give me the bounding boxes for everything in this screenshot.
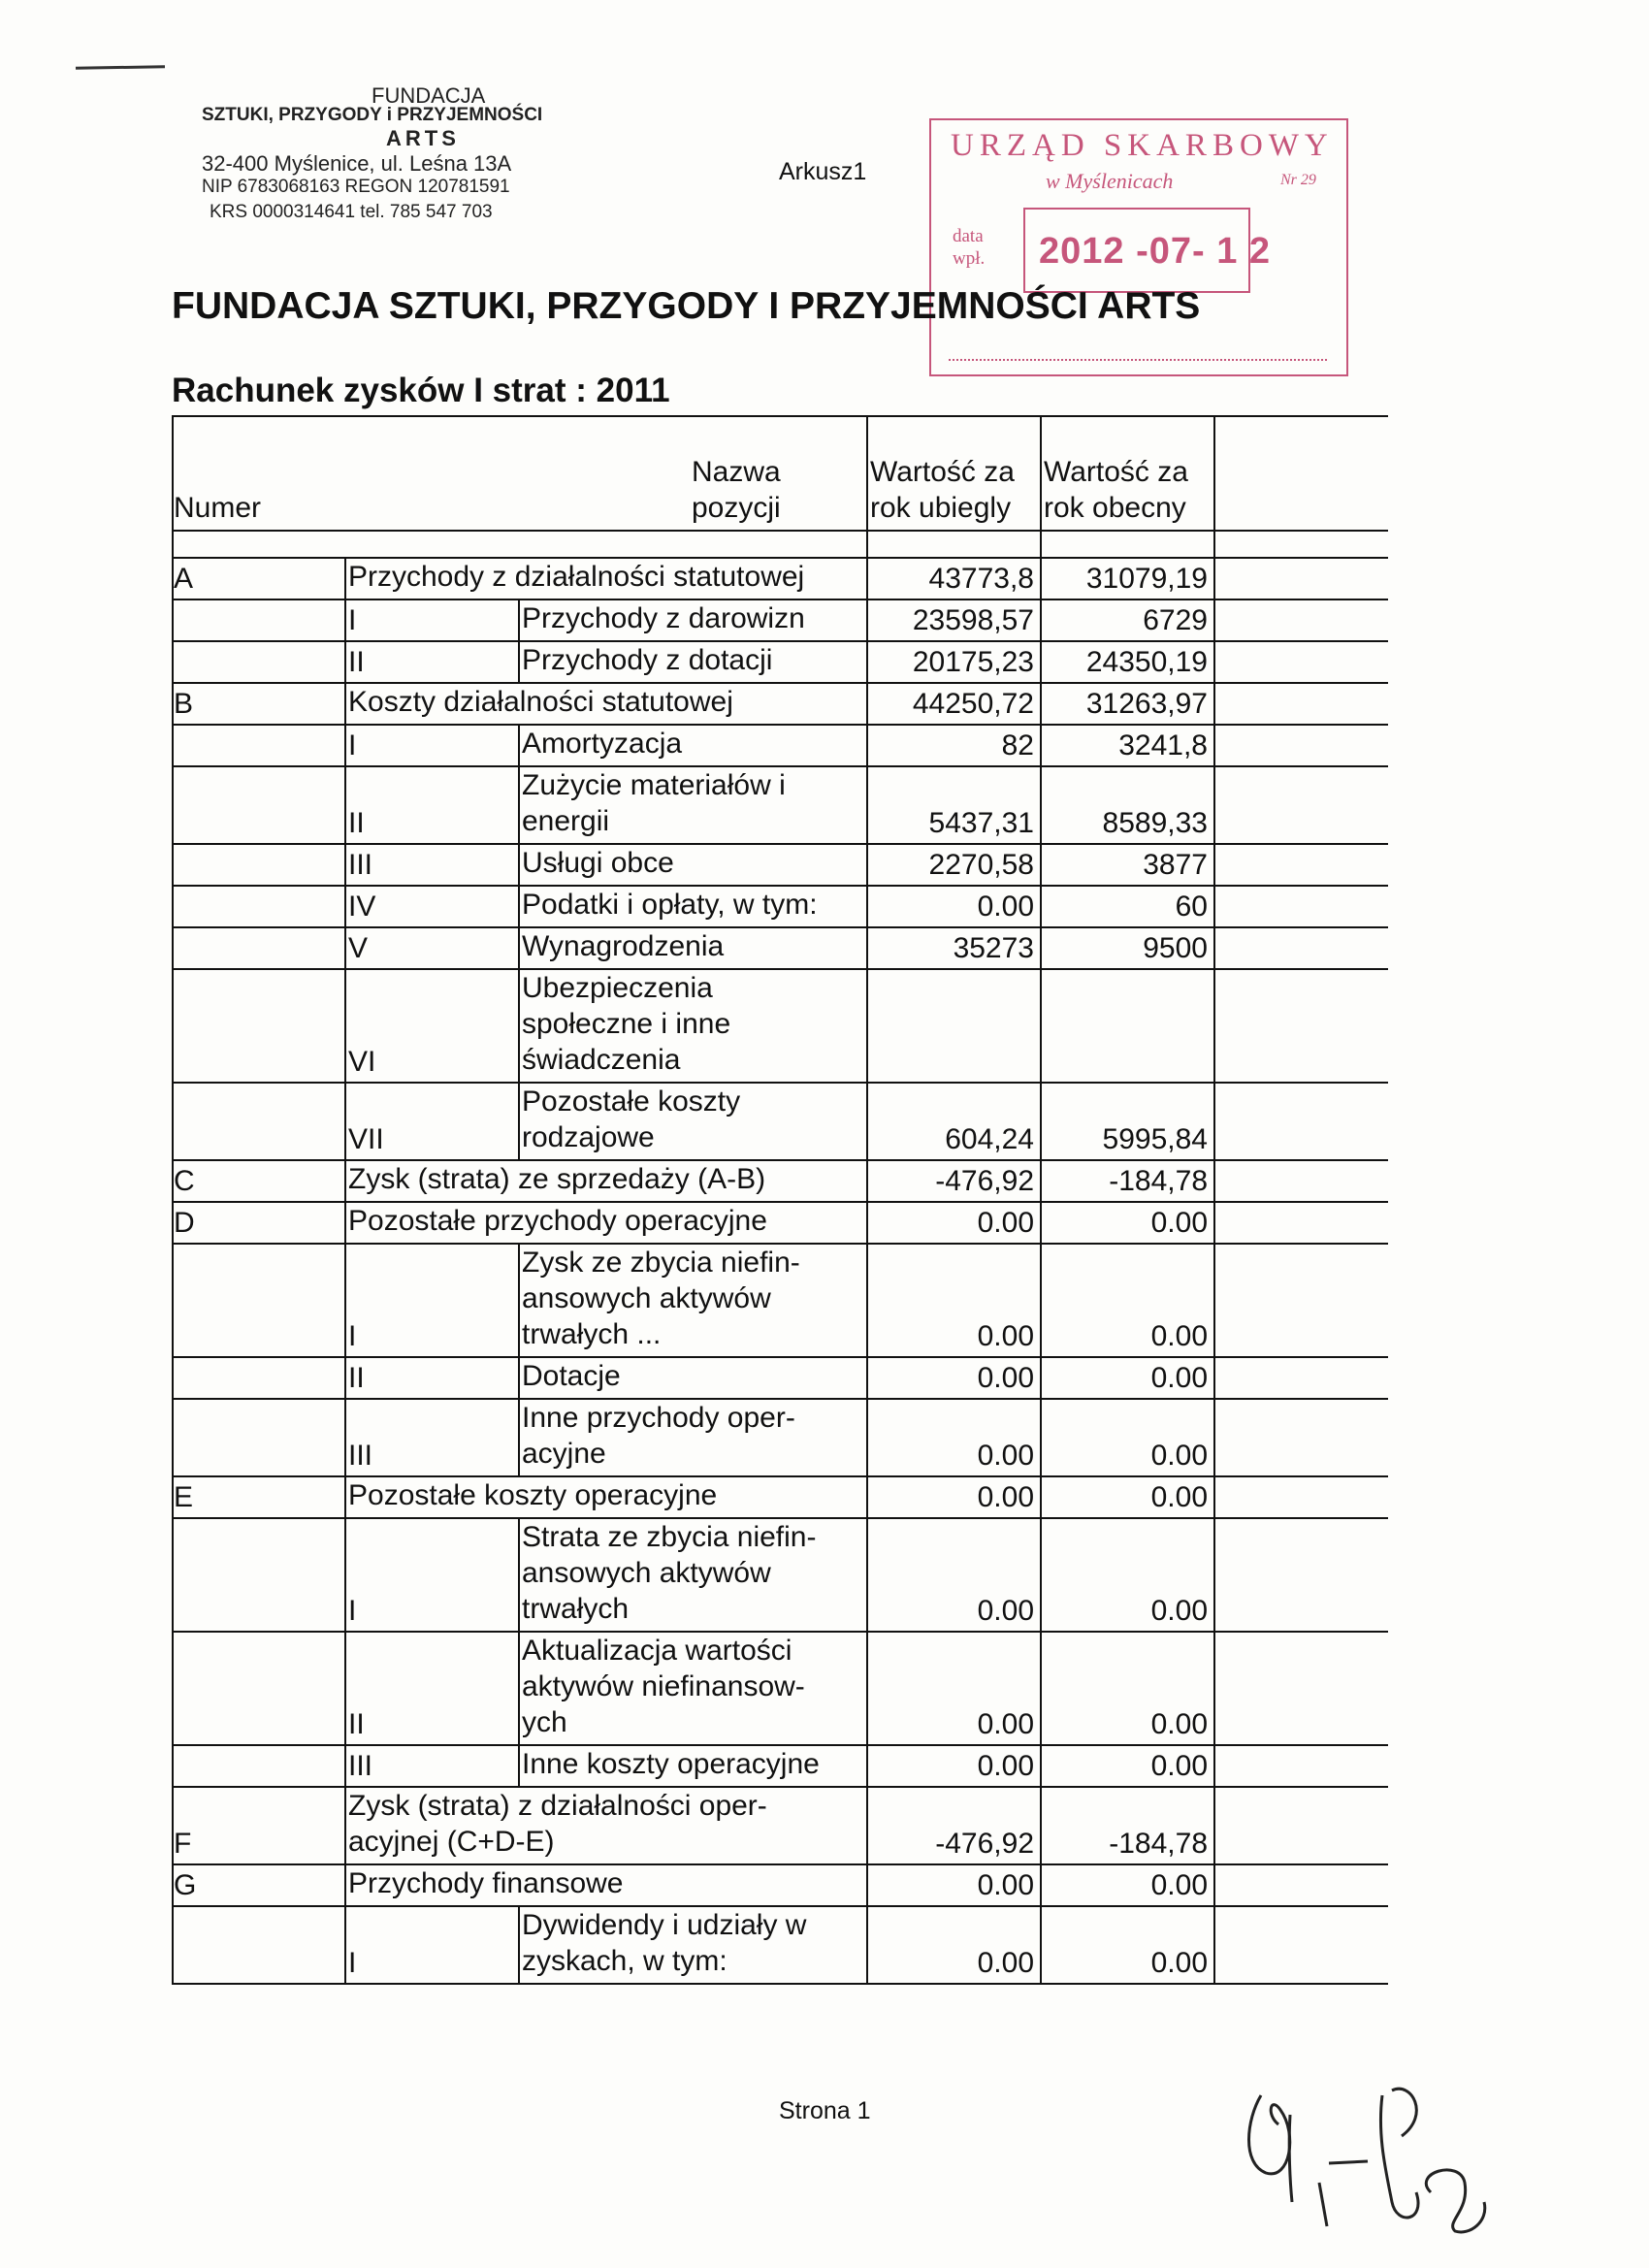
- grid-line: [344, 1786, 346, 1865]
- row-value-prev: -476,92: [935, 1828, 1034, 1860]
- row-roman: VI: [348, 1046, 376, 1078]
- grid-line: [1213, 968, 1215, 1084]
- grid-line: [344, 724, 346, 767]
- grid-line: [344, 926, 346, 970]
- row-name: Dotacje: [522, 1360, 621, 1392]
- grid-line: [172, 1159, 174, 1203]
- grid-line: [1040, 765, 1042, 845]
- document-subtitle: Rachunek zysków I strat : 2011: [172, 372, 670, 409]
- grid-line: [1213, 926, 1215, 970]
- row-name: Pozostałe przychody operacyjne: [348, 1205, 767, 1237]
- grid-line: [866, 557, 868, 600]
- row-name: Przychody finansowe: [348, 1867, 624, 1899]
- grid-line: [344, 1356, 346, 1400]
- row-value-curr: -184,78: [1109, 1828, 1208, 1860]
- row-numer: G: [174, 1869, 197, 1901]
- row-roman: V: [348, 932, 369, 964]
- row-value-curr: 0.00: [1150, 1595, 1208, 1627]
- grid-line: [344, 1082, 346, 1161]
- row-value-curr: 0.00: [1150, 1440, 1208, 1472]
- stamp-signature-line: [949, 359, 1327, 361]
- grid-line: [866, 1356, 868, 1400]
- row-value-curr: 31079,19: [1085, 563, 1208, 595]
- row-value-prev: 0.00: [977, 1320, 1034, 1352]
- grid-line: [344, 1905, 346, 1985]
- tax-office-stamp: [929, 118, 1348, 376]
- grid-line: [1213, 724, 1215, 767]
- row-value-curr: 6729: [1143, 604, 1208, 636]
- row-value-curr: 0.00: [1150, 1481, 1208, 1513]
- grid-line: [1213, 530, 1215, 559]
- grid-line: [1040, 1905, 1042, 1985]
- row-value-prev: 44250,72: [912, 688, 1034, 720]
- grid-line: [1040, 599, 1042, 642]
- row-value-prev: 0.00: [977, 891, 1034, 923]
- grid-line: [866, 1243, 868, 1358]
- grid-line: [172, 557, 1388, 559]
- grid-line: [1040, 640, 1042, 684]
- grid-line: [1213, 1631, 1215, 1746]
- row-value-prev: 0.00: [977, 1750, 1034, 1782]
- grid-line: [866, 885, 868, 928]
- grid-line: [1040, 530, 1042, 559]
- row-numer: D: [174, 1207, 195, 1239]
- header-prev-year: Wartość za: [870, 456, 1015, 488]
- grid-line: [1213, 557, 1215, 600]
- row-name: energii: [522, 805, 610, 837]
- grid-line: [866, 640, 868, 684]
- grid-line: [518, 1082, 520, 1161]
- grid-line: [172, 599, 174, 642]
- grid-line: [344, 885, 346, 928]
- grid-line: [344, 557, 346, 600]
- page-footer: Strona 1: [779, 2097, 871, 2124]
- grid-line: [1213, 765, 1215, 845]
- grid-line: [866, 1159, 868, 1203]
- grid-line: [172, 1398, 174, 1477]
- grid-line: [866, 530, 868, 559]
- grid-line: [518, 724, 520, 767]
- grid-line: [1040, 1744, 1042, 1788]
- header-curr-year: rok obecny: [1044, 492, 1186, 524]
- grid-line: [866, 1201, 868, 1245]
- row-name: Podatki i opłaty, w tym:: [522, 889, 818, 921]
- grid-line: [344, 968, 346, 1084]
- grid-line: [1213, 1082, 1215, 1161]
- row-value-curr: 0.00: [1150, 1750, 1208, 1782]
- grid-line: [1040, 724, 1042, 767]
- row-name: Usługi obce: [522, 847, 674, 879]
- row-value-prev: 0.00: [977, 1481, 1034, 1513]
- row-value-curr: 0.00: [1150, 1869, 1208, 1901]
- row-name: Zysk (strata) z działalności oper-: [348, 1790, 767, 1822]
- grid-line: [172, 1744, 174, 1788]
- grid-line: [172, 1201, 174, 1245]
- grid-line: [518, 640, 520, 684]
- grid-line: [1040, 415, 1042, 530]
- row-name: Aktualizacja wartości: [522, 1635, 792, 1667]
- grid-line: [518, 1398, 520, 1477]
- row-name: Zysk ze zbycia niefin-: [522, 1247, 800, 1279]
- grid-line: [518, 1356, 520, 1400]
- row-value-prev: 0.00: [977, 1947, 1034, 1979]
- row-value-curr: 31263,97: [1085, 688, 1208, 720]
- row-roman: II: [348, 646, 365, 678]
- row-name: ansowych aktywów: [522, 1557, 771, 1589]
- row-value-prev: 35273: [953, 932, 1034, 964]
- table-top-border: [172, 415, 1388, 417]
- grid-line: [866, 1398, 868, 1477]
- grid-line: [344, 640, 346, 684]
- row-name: społeczne i inne: [522, 1008, 731, 1040]
- grid-line: [344, 1159, 346, 1203]
- row-value-prev: 0.00: [977, 1869, 1034, 1901]
- grid-line: [866, 926, 868, 970]
- grid-line: [866, 1905, 868, 1985]
- grid-line: [1040, 1201, 1042, 1245]
- row-value-prev: -476,92: [935, 1165, 1034, 1197]
- document-title: FUNDACJA SZTUKI, PRZYGODY I PRZYJEMNOŚCI ARTS: [172, 285, 1201, 327]
- grid-line: [518, 765, 520, 845]
- row-value-curr: 0.00: [1150, 1320, 1208, 1352]
- grid-line: [1213, 1863, 1215, 1907]
- grid-line: [1040, 1631, 1042, 1746]
- grid-line: [1213, 1243, 1215, 1358]
- row-value-curr: 3241,8: [1118, 729, 1208, 761]
- grid-line: [1040, 885, 1042, 928]
- grid-line: [1213, 682, 1215, 726]
- grid-line: [1040, 1243, 1042, 1358]
- grid-line: [518, 1517, 520, 1633]
- row-value-prev: 0.00: [977, 1595, 1034, 1627]
- grid-line: [866, 843, 868, 887]
- grid-line: [1040, 557, 1042, 600]
- row-value-prev: 0.00: [977, 1362, 1034, 1394]
- row-numer: F: [174, 1828, 192, 1860]
- row-name: Wynagrodzenia: [522, 930, 725, 962]
- profit-loss-table: [172, 415, 1388, 1987]
- row-value-curr: -184,78: [1109, 1165, 1208, 1197]
- row-name: aktywów niefinansow-: [522, 1670, 805, 1702]
- grid-line: [1213, 1786, 1215, 1865]
- grid-line: [518, 885, 520, 928]
- grid-line: [172, 1356, 174, 1400]
- grid-line: [1213, 885, 1215, 928]
- grid-line: [172, 682, 174, 726]
- grid-line: [172, 968, 174, 1084]
- row-roman: I: [348, 1320, 357, 1352]
- row-name: acyjnej (C+D-E): [348, 1826, 555, 1858]
- row-value-curr: 0.00: [1150, 1207, 1208, 1239]
- row-name: Przychody z działalności statutowej: [348, 561, 805, 593]
- stamp-title: URZĄD SKARBOWY: [951, 128, 1334, 163]
- grid-line: [866, 1517, 868, 1633]
- grid-line: [172, 1863, 174, 1907]
- row-value-prev: 82: [1001, 729, 1034, 761]
- grid-line: [866, 599, 868, 642]
- header-prev-year: rok ubiegly: [870, 492, 1012, 524]
- row-value-prev: 0.00: [977, 1708, 1034, 1740]
- row-roman: I: [348, 1947, 357, 1979]
- grid-line: [344, 682, 346, 726]
- stamp-date-box: [1023, 208, 1272, 293]
- grid-line: [866, 1475, 868, 1519]
- grid-line: [172, 1517, 174, 1633]
- grid-line: [172, 1082, 174, 1161]
- row-name: Ubezpieczenia: [522, 972, 713, 1004]
- grid-line: [1040, 926, 1042, 970]
- grid-line: [344, 1744, 346, 1788]
- grid-line: [866, 1631, 868, 1746]
- row-roman: IV: [348, 891, 376, 923]
- stamp-label-line: data: [953, 226, 984, 246]
- grid-line: [866, 724, 868, 767]
- grid-line: [1213, 1356, 1215, 1400]
- grid-line: [344, 599, 346, 642]
- header-bottom-border: [172, 530, 1388, 532]
- grid-line: [172, 724, 174, 767]
- grid-line: [1213, 843, 1215, 887]
- grid-line: [344, 1517, 346, 1633]
- grid-line: [344, 1243, 346, 1358]
- grid-line: [866, 415, 868, 530]
- grid-line: [172, 557, 174, 600]
- row-name: Pozostałe koszty: [522, 1085, 741, 1118]
- row-value-curr: 24350,19: [1085, 646, 1208, 678]
- row-roman: I: [348, 729, 357, 761]
- row-value-curr: 3877: [1143, 849, 1208, 881]
- row-roman: III: [348, 849, 373, 881]
- header-curr-year: Wartość za: [1044, 456, 1188, 488]
- row-name: Dywidendy i udziały w: [522, 1909, 807, 1941]
- grid-line: [344, 1398, 346, 1477]
- row-name: Strata ze zbycia niefin-: [522, 1521, 817, 1553]
- row-name: rodzajowe: [522, 1121, 655, 1153]
- grid-line: [866, 968, 868, 1084]
- row-roman: II: [348, 1362, 365, 1394]
- grid-line: [1040, 968, 1042, 1084]
- grid-line: [1040, 1475, 1042, 1519]
- grid-line: [172, 843, 174, 887]
- letterhead-line: SZTUKI, PRZYGODY i PRZYJEMNOŚCI: [202, 105, 543, 125]
- grid-line: [172, 1475, 174, 1519]
- row-name: Inne koszty operacyjne: [522, 1748, 820, 1780]
- grid-line: [344, 1631, 346, 1746]
- row-name: Inne przychody oper-: [522, 1402, 795, 1434]
- grid-line: [172, 765, 174, 845]
- grid-line: [1213, 1159, 1215, 1203]
- grid-line: [1213, 1517, 1215, 1633]
- grid-line: [172, 1631, 174, 1746]
- row-roman: II: [348, 1708, 365, 1740]
- grid-line: [172, 415, 174, 530]
- grid-line: [1213, 1475, 1215, 1519]
- row-value-prev: 2270,58: [928, 849, 1034, 881]
- row-name: Amortyzacja: [522, 728, 683, 760]
- grid-line: [866, 1082, 868, 1161]
- row-name: Zysk (strata) ze sprzedaży (A-B): [348, 1163, 766, 1195]
- row-value-prev: 0.00: [977, 1207, 1034, 1239]
- row-roman: I: [348, 604, 357, 636]
- row-name: świadczenia: [522, 1044, 681, 1076]
- grid-line: [518, 1905, 520, 1985]
- row-name: trwałych ...: [522, 1318, 662, 1350]
- row-value-curr: 5995,84: [1102, 1123, 1208, 1155]
- row-value-prev: 5437,31: [928, 807, 1034, 839]
- row-name: acyjne: [522, 1438, 606, 1470]
- row-value-prev: 604,24: [945, 1123, 1034, 1155]
- grid-line: [1213, 640, 1215, 684]
- grid-line: [1213, 1905, 1215, 1985]
- row-value-curr: 0.00: [1150, 1708, 1208, 1740]
- row-value-prev: 0.00: [977, 1440, 1034, 1472]
- grid-line: [1040, 1398, 1042, 1477]
- letterhead-krs: KRS 0000314641 tel. 785 547 703: [210, 202, 493, 222]
- row-name: ansowych aktywów: [522, 1282, 771, 1314]
- grid-line: [1040, 1082, 1042, 1161]
- grid-line: [866, 765, 868, 845]
- grid-line: [1213, 1201, 1215, 1245]
- grid-line: [1040, 1159, 1042, 1203]
- handwritten-signature: [1222, 2057, 1513, 2241]
- row-roman: III: [348, 1440, 373, 1472]
- row-name: Przychody z darowizn: [522, 602, 805, 634]
- letterhead-line: ARTS: [386, 126, 460, 150]
- row-roman: I: [348, 1595, 357, 1627]
- row-value-curr: 9500: [1143, 932, 1208, 964]
- grid-line: [1213, 1744, 1215, 1788]
- grid-line: [172, 1786, 174, 1865]
- grid-line: [518, 599, 520, 642]
- row-name: ych: [522, 1706, 567, 1738]
- letterhead-line: FUNDACJA: [372, 83, 486, 108]
- grid-line: [1040, 1863, 1042, 1907]
- stamp-label-line: wpł.: [953, 248, 986, 269]
- grid-line: [1040, 843, 1042, 887]
- grid-line: [1213, 415, 1215, 530]
- row-value-curr: 0.00: [1150, 1947, 1208, 1979]
- grid-line: [344, 1475, 346, 1519]
- letterhead-ids: NIP 6783068163 REGON 120781591: [202, 177, 510, 197]
- stamp-date: 2012 -07- 1 2: [1039, 231, 1272, 272]
- grid-line: [1213, 599, 1215, 642]
- grid-line: [1040, 1517, 1042, 1633]
- row-numer: C: [174, 1165, 195, 1197]
- row-numer: B: [174, 688, 194, 720]
- row-name: Zużycie materiałów i: [522, 769, 786, 801]
- row-value-curr: 8589,33: [1102, 807, 1208, 839]
- grid-line: [518, 1243, 520, 1358]
- grid-line: [344, 1863, 346, 1907]
- row-name: Koszty działalności statutowej: [348, 686, 733, 718]
- grid-line: [344, 1201, 346, 1245]
- row-roman: II: [348, 807, 365, 839]
- grid-line: [866, 1863, 868, 1907]
- grid-line: [1213, 1398, 1215, 1477]
- header-nazwa: Nazwa: [692, 456, 781, 488]
- grid-line: [344, 843, 346, 887]
- grid-line: [518, 1744, 520, 1788]
- grid-line: [172, 1243, 174, 1358]
- grid-line: [1040, 682, 1042, 726]
- grid-line: [1040, 1356, 1042, 1400]
- stamp-city: w Myślenicach: [1046, 169, 1174, 193]
- row-roman: III: [348, 1750, 373, 1782]
- grid-line: [518, 1631, 520, 1746]
- grid-line: [866, 1744, 868, 1788]
- row-value-curr: 0.00: [1150, 1362, 1208, 1394]
- row-value-curr: 60: [1175, 891, 1208, 923]
- grid-line: [518, 843, 520, 887]
- letterhead-address: 32-400 Myślenice, ul. Leśna 13A: [202, 151, 512, 176]
- grid-line: [172, 530, 174, 559]
- header-numer: Numer: [174, 492, 262, 524]
- row-name: Pozostałe koszty operacyjne: [348, 1479, 718, 1511]
- stamp-number: Nr 29: [1280, 172, 1316, 188]
- grid-line: [172, 640, 174, 684]
- grid-line: [866, 682, 868, 726]
- row-numer: E: [174, 1481, 194, 1513]
- grid-line: [172, 1905, 174, 1985]
- grid-line: [518, 926, 520, 970]
- grid-line: [866, 1786, 868, 1865]
- row-name: trwałych: [522, 1593, 630, 1625]
- row-value-prev: 23598,57: [912, 604, 1034, 636]
- row-name: Przychody z dotacji: [522, 644, 773, 676]
- row-border: [172, 1983, 1388, 1985]
- grid-line: [172, 885, 174, 928]
- grid-line: [172, 926, 174, 970]
- row-value-prev: 43773,8: [928, 563, 1034, 595]
- scan-corner-mark: [76, 65, 165, 70]
- row-numer: A: [174, 563, 194, 595]
- row-roman: VII: [348, 1123, 384, 1155]
- grid-line: [344, 765, 346, 845]
- grid-line: [1040, 1786, 1042, 1865]
- sheet-name: Arkusz1: [779, 158, 867, 185]
- row-value-prev: 20175,23: [912, 646, 1034, 678]
- header-nazwa: pozycji: [692, 492, 781, 524]
- grid-line: [518, 968, 520, 1084]
- stamp-date-label: [953, 225, 985, 270]
- row-name: zyskach, w tym:: [522, 1945, 728, 1977]
